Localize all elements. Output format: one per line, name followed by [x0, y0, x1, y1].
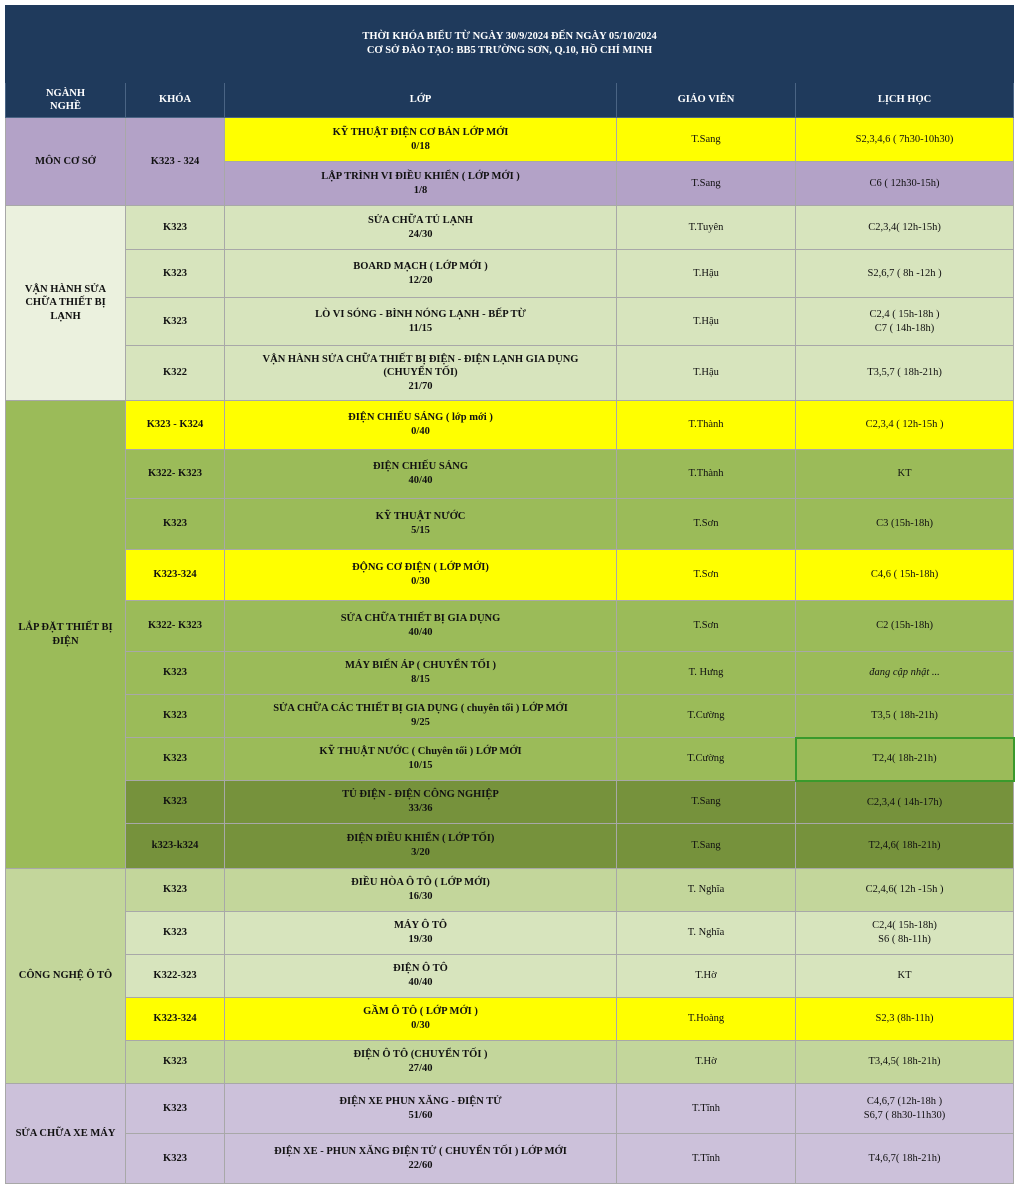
khoa-cell: K323	[126, 695, 225, 738]
giao-vien-cell: T.Sang	[617, 118, 796, 162]
khoa-cell: K323-324	[126, 550, 225, 601]
lop-name: SỬA CHỮA TỦ LẠNH	[368, 214, 473, 226]
group-name: CÔNG NGHỆ Ô TÔ	[6, 869, 126, 1084]
lop-siso: 16/30	[408, 891, 433, 902]
khoa-cell: K323	[126, 298, 225, 346]
khoa-cell: K323	[126, 1084, 225, 1134]
lich-hoc-cell	[796, 1084, 1014, 1134]
khoa-cell: K323	[126, 499, 225, 550]
khoa-cell: K323	[126, 652, 225, 695]
table-row	[6, 346, 1014, 401]
giao-vien-cell: T.Tĩnh	[617, 1084, 796, 1134]
header-row	[6, 83, 1014, 118]
lich-hoc-cell: T3,4,5( 18h-21h)	[796, 1041, 1014, 1084]
lop-name: ĐỘNG CƠ ĐIỆN ( LỚP MỚI)	[352, 562, 489, 574]
table-row	[6, 824, 1014, 869]
lop-name: ĐIỆN Ô TÔ	[393, 963, 448, 975]
khoa-cell: K323	[126, 781, 225, 824]
lop-name: KỸ THUẬT ĐIỆN CƠ BẢN LỚP MỚI	[332, 126, 509, 138]
lich-hoc-cell: C3 (15h-18h)	[796, 499, 1014, 550]
lich-hoc-cell: KT	[796, 450, 1014, 499]
khoa-cell: K323	[126, 869, 225, 912]
lop-siso: 24/30	[408, 228, 433, 240]
giao-vien-cell: T. Hưng	[617, 652, 796, 695]
lop-cell	[225, 206, 617, 250]
lop-name: ĐIỀU HÒA Ô TÔ ( LỚP MỚI)	[351, 877, 490, 889]
giao-vien-cell: T.Sang	[617, 824, 796, 869]
header-giao-vien: GIÁO VIÊN	[617, 83, 796, 118]
khoa-cell: K323 - K324	[126, 401, 225, 450]
lich-hoc-cell: đang cập nhật ...	[796, 652, 1014, 695]
group-name: SỬA CHỮA XE MÁY	[6, 1084, 126, 1184]
lich-hoc-cell: T3,5 ( 18h-21h)	[796, 695, 1014, 738]
lich-hoc-cell: C2,3,4 ( 12h-15h )	[796, 401, 1014, 450]
lop-name: KỸ THUẬT NƯỚC ( Chuyên tối ) LỚP MỚI	[319, 746, 522, 758]
giao-vien-cell: T.Sơn	[617, 550, 796, 601]
header-lich-hoc: LỊCH HỌC	[796, 83, 1014, 118]
lop-cell	[225, 250, 617, 298]
table-row	[6, 695, 1014, 738]
lich-hoc-cell: S2,3 (8h-11h)	[796, 998, 1014, 1041]
lop-name: ĐIỆN CHIẾU SÁNG	[372, 461, 469, 473]
giao-vien-cell: T.Sơn	[617, 499, 796, 550]
khoa-cell: K323	[126, 1041, 225, 1084]
group-name: MÔN CƠ SỞ	[6, 118, 126, 206]
lop-name: ĐIỆN XE - PHUN XĂNG ĐIỆN TỬ ( CHUYỂN TỐI ) LỚP MỚI	[274, 1145, 567, 1157]
giao-vien-cell: T.Sang	[617, 781, 796, 824]
khoa-cell: k323-k324	[126, 824, 225, 869]
lop-name: KỸ THUẬT NƯỚC	[375, 511, 466, 523]
table-row	[6, 998, 1014, 1041]
lop-name: MÁY BIẾN ÁP ( CHUYỂN TỐI )	[344, 660, 497, 672]
lich-hoc-cell	[796, 912, 1014, 955]
khoa-cell: K322-323	[126, 955, 225, 998]
lich-line: S6,7 ( 8h30-11h30)	[863, 1109, 946, 1121]
lich-hoc-cell: C2,3,4( 12h-15h)	[796, 206, 1014, 250]
table-row	[6, 298, 1014, 346]
lop-siso: 40/40	[408, 475, 433, 486]
lop-siso: 5/15	[411, 525, 430, 536]
lich-hoc-cell-selected[interactable]: T2,4( 18h-21h)	[796, 738, 1014, 781]
lop-name: ĐIỆN Ô TÔ (CHUYỂN TỐI )	[353, 1049, 488, 1061]
lop-siso: 40/40	[408, 977, 433, 988]
table-row	[6, 1134, 1014, 1184]
title-line-2: CƠ SỞ ĐÀO TẠO: BB5 TRƯỜNG SƠN, Q.10, HỒ CHÍ MINH	[366, 45, 653, 56]
giao-vien-cell: T.Cường	[617, 738, 796, 781]
lop-cell	[225, 601, 617, 652]
lop-cell	[225, 550, 617, 601]
khoa-cell: K323-324	[126, 998, 225, 1041]
lop-name: SỬA CHỮA CÁC THIẾT BỊ GIA DỤNG ( chuyên tối ) LỚP MỚI	[273, 703, 568, 715]
lich-hoc-cell: T3,5,7 ( 18h-21h)	[796, 346, 1014, 401]
lich-hoc-cell: KT	[796, 955, 1014, 998]
lich-hoc-cell: T2,4,6( 18h-21h)	[796, 824, 1014, 869]
table-row	[6, 118, 1014, 162]
giao-vien-cell: T.Cường	[617, 695, 796, 738]
khoa-cell: K323 - 324	[126, 118, 225, 206]
lop-siso: 9/25	[411, 717, 430, 728]
lop-cell	[225, 955, 617, 998]
lop-cell	[225, 298, 617, 346]
lich-hoc-cell: S2,3,4,6 ( 7h30-10h30)	[796, 118, 1014, 162]
lop-siso: 1/8	[413, 184, 428, 196]
giao-vien-cell: T.Hậu	[617, 298, 796, 346]
lich-hoc-cell: S2,6,7 ( 8h -12h )	[796, 250, 1014, 298]
group-name-line: LẮP ĐẶT THIẾT BỊ	[18, 621, 113, 633]
table-row	[6, 499, 1014, 550]
lop-cell	[225, 781, 617, 824]
lich-line: S6 ( 8h-11h)	[878, 934, 931, 945]
lop-name: MÁY Ô TÔ	[393, 920, 448, 932]
lop-name: LẬP TRÌNH VI ĐIỀU KHIỂN ( LỚP MỚI )	[321, 170, 520, 182]
lop-siso: 0/18	[411, 140, 430, 152]
table-row	[6, 206, 1014, 250]
lop-cell	[225, 1084, 617, 1134]
table-row	[6, 652, 1014, 695]
lich-hoc-cell: C2 (15h-18h)	[796, 601, 1014, 652]
khoa-cell: K323	[126, 912, 225, 955]
lop-siso: 11/15	[408, 322, 433, 334]
table-row	[6, 1041, 1014, 1084]
lop-siso: 0/30	[411, 576, 430, 587]
lop-name: SỬA CHỮA THIẾT BỊ GIA DỤNG	[340, 613, 501, 625]
lop-cell	[225, 738, 617, 781]
lop-cell	[225, 450, 617, 499]
lop-siso: 8/15	[411, 674, 430, 685]
lop-siso: 33/36	[408, 803, 433, 814]
lop-name: ĐIỆN CHIẾU SÁNG ( lớp mới )	[348, 412, 493, 424]
group-name-line: ĐIỆN	[52, 635, 79, 647]
lop-cell	[225, 118, 617, 162]
lop-siso: 27/40	[408, 1063, 433, 1074]
lop-siso: 12/20	[408, 274, 433, 286]
table-row	[6, 955, 1014, 998]
giao-vien-cell: T.Thành	[617, 450, 796, 499]
lich-hoc-cell: C4,6 ( 15h-18h)	[796, 550, 1014, 601]
lich-line: C7 ( 14h-18h)	[874, 322, 935, 334]
lop-siso: 40/40	[408, 627, 433, 638]
lop-name: BOARD MẠCH ( LỚP MỚI )	[353, 260, 488, 272]
khoa-cell: K323	[126, 206, 225, 250]
lop-cell	[225, 1134, 617, 1184]
giao-vien-cell: T.Thành	[617, 401, 796, 450]
lop-siso: 0/40	[411, 426, 430, 437]
lop-name: GẦM Ô TÔ ( LỚP MỚI )	[363, 1006, 478, 1018]
lop-name: (CHUYỂN TỐI)	[383, 367, 458, 379]
lich-hoc-cell: C6 ( 12h30-15h)	[796, 162, 1014, 206]
lop-name: ĐIỆN XE PHUN XĂNG - ĐIỆN TỬ	[339, 1095, 502, 1107]
lop-cell	[225, 1041, 617, 1084]
header-nganh-line2: NGHỀ	[50, 101, 81, 112]
khoa-cell: K322- K323	[126, 601, 225, 652]
lop-cell	[225, 998, 617, 1041]
lop-cell	[225, 162, 617, 206]
giao-vien-cell: T.Hậu	[617, 346, 796, 401]
lop-cell	[225, 695, 617, 738]
lop-cell	[225, 912, 617, 955]
lop-name: TỦ ĐIỆN - ĐIỆN CÔNG NGHIỆP	[342, 789, 499, 801]
timetable-sheet	[5, 5, 1013, 1184]
khoa-cell: K323	[126, 738, 225, 781]
lich-line: C2,4 ( 15h-18h )	[869, 308, 940, 320]
lich-hoc-cell: T4,6,7( 18h-21h)	[796, 1134, 1014, 1184]
lop-cell	[225, 346, 617, 401]
lich-line: C2,4( 15h-18h)	[872, 920, 937, 932]
lop-siso: 0/30	[411, 1020, 430, 1031]
lop-name: VẬN HÀNH SỬA CHỮA THIẾT BỊ ĐIỆN - ĐIỆN LẠNH GIA DỤNG	[262, 353, 579, 365]
giao-vien-cell: T.Hờ	[617, 955, 796, 998]
header-nganh-nghe	[6, 83, 126, 118]
lop-name: LÒ VI SÓNG - BÌNH NÓNG LẠNH - BẾP TỪ	[315, 308, 526, 320]
lich-hoc-cell: C2,4,6( 12h -15h )	[796, 869, 1014, 912]
giao-vien-cell: T.Sang	[617, 162, 796, 206]
sheet-title	[6, 6, 1014, 83]
khoa-cell: K322- K323	[126, 450, 225, 499]
giao-vien-cell: T.Hoàng	[617, 998, 796, 1041]
title-line-1: THỜI KHÓA BIỂU TỪ NGÀY 30/9/2024 ĐẾN NGÀY 05/10/2024	[362, 30, 657, 42]
lop-name: ĐIỆN ĐIỀU KHIỂN ( LỚP TỐI)	[346, 833, 495, 845]
khoa-cell: K323	[126, 1134, 225, 1184]
lop-siso: 21/70	[408, 380, 433, 392]
lich-hoc-cell: C2,3,4 ( 14h-17h)	[796, 781, 1014, 824]
lich-line: C4,6,7 (12h-18h )	[866, 1095, 943, 1107]
lop-cell	[225, 499, 617, 550]
table-row	[6, 781, 1014, 824]
table-row	[6, 450, 1014, 499]
table-row	[6, 250, 1014, 298]
lop-cell	[225, 652, 617, 695]
table-row	[6, 601, 1014, 652]
table-row	[6, 912, 1014, 955]
lop-siso: 19/30	[408, 934, 433, 945]
lop-siso: 3/20	[411, 847, 430, 858]
table-row	[6, 550, 1014, 601]
header-khoa: KHÓA	[126, 83, 225, 118]
khoa-cell: K323	[126, 250, 225, 298]
giao-vien-cell: T.Hờ	[617, 1041, 796, 1084]
table-row	[6, 738, 1014, 781]
lich-hoc-cell	[796, 298, 1014, 346]
timetable	[5, 5, 1015, 1184]
group-name	[6, 401, 126, 869]
table-row	[6, 401, 1014, 450]
table-row	[6, 869, 1014, 912]
lop-cell	[225, 824, 617, 869]
lop-siso: 10/15	[408, 760, 433, 771]
group-name-line: VẬN HÀNH SỬA	[24, 283, 107, 295]
khoa-cell: K322	[126, 346, 225, 401]
group-name-line: LẠNH	[50, 310, 81, 322]
giao-vien-cell: T.Sơn	[617, 601, 796, 652]
giao-vien-cell: T.Tĩnh	[617, 1134, 796, 1184]
giao-vien-cell: T.Hậu	[617, 250, 796, 298]
giao-vien-cell: T. Nghĩa	[617, 912, 796, 955]
lop-siso: 51/60	[408, 1109, 433, 1121]
group-name	[6, 206, 126, 401]
lop-siso: 22/60	[408, 1159, 433, 1171]
header-nganh-line1: NGÀNH	[45, 87, 86, 99]
header-lop: LỚP	[225, 83, 617, 118]
giao-vien-cell: T.Tuyên	[617, 206, 796, 250]
lop-cell	[225, 869, 617, 912]
lop-cell	[225, 401, 617, 450]
table-row	[6, 1084, 1014, 1134]
group-name-line: CHỮA THIẾT BỊ	[25, 297, 106, 309]
giao-vien-cell: T. Nghĩa	[617, 869, 796, 912]
